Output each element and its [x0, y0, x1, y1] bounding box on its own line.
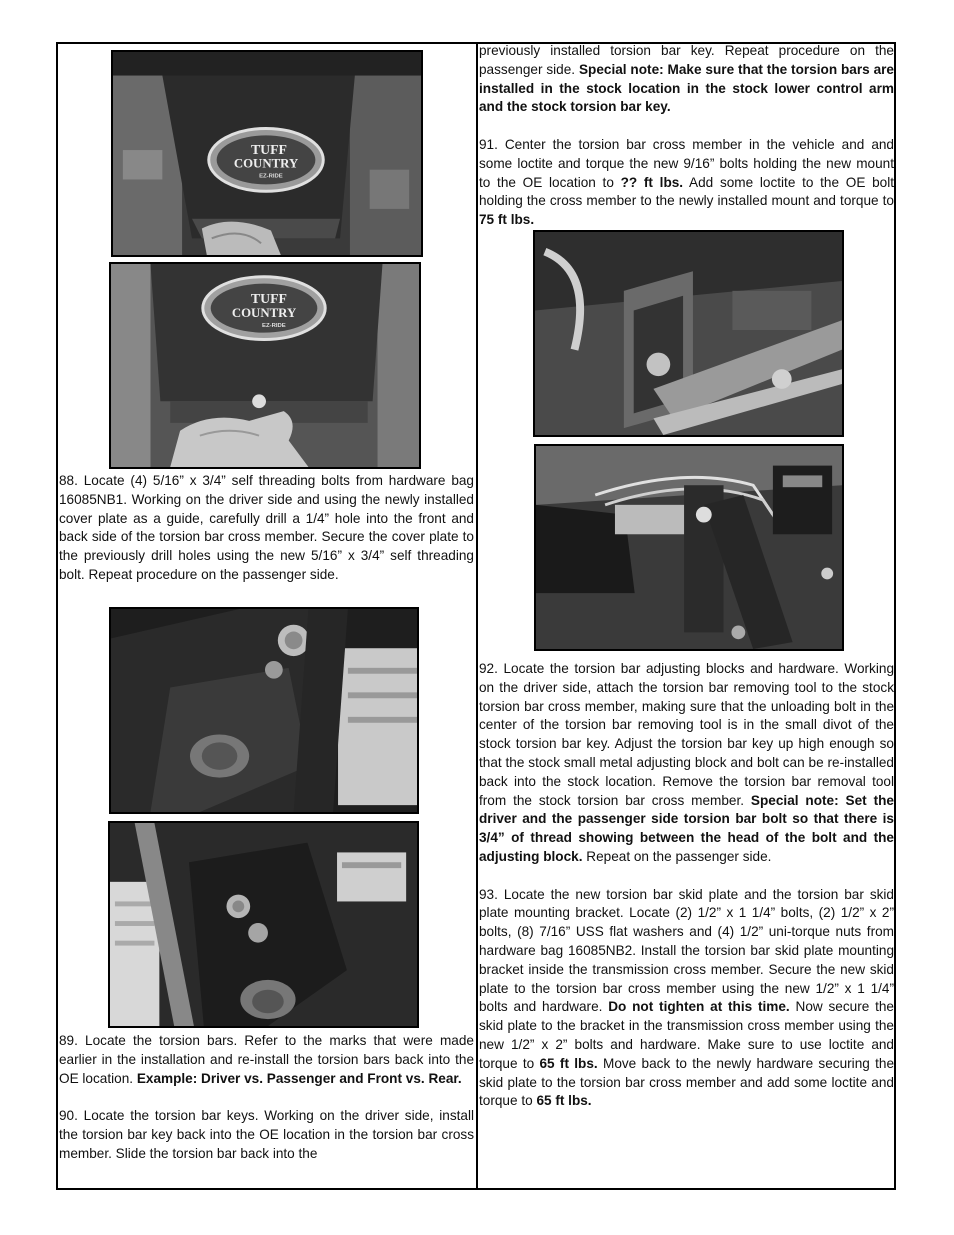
step-89 — [59, 1032, 474, 1088]
step-88 — [59, 472, 474, 585]
step-92-t1: 92. Locate the torsion bar adjusting blocks and hardware. Working on the driver side, attach the torsion bar removing tool to the stock torsion bar cross member, making sure that the unloading bolt in the center of the torsion bar removing tool is in the small divot of the stock torsion bar key. Adjust the torsion bar key up high enough so that the stock small metal adjusting block and bolt can be re-installed back into the stock location. Remove the torsion bar removal tool from the stock torsion bar cross member. — [479, 661, 894, 808]
step-93-b1: Do not tighten at this time. — [608, 999, 790, 1015]
step-93 — [479, 886, 894, 1112]
step-93-b2: 65 ft lbs. — [539, 1055, 598, 1071]
step-89-text: 89. Locate the torsion bars. Refer to the marks that were made earlier in the installation and re-install the torsion bars back into the OE location. — [59, 1033, 474, 1086]
photo-cover-plate-bolt — [109, 262, 421, 469]
step-90-text: 90. Locate the torsion bar keys. Working on the driver side, install the torsion bar key back into the OE location in the torsion bar cross member. Slide the torsion bar back into the — [59, 1108, 474, 1161]
photo-torsion-bar-adjust — [534, 444, 844, 651]
step-90-cont-91 — [479, 42, 894, 230]
photo-bolt-closeup-2 — [108, 821, 419, 1028]
photo-bolt-closeup-1 — [109, 607, 419, 814]
column-divider — [476, 42, 478, 1190]
step-92-t2: Repeat on the passenger side. — [582, 848, 772, 864]
logo-2-line-2: COUNTRY — [231, 305, 297, 320]
step-88-text: 88. Locate (4) 5/16” x 3/4” self threading bolts from hardware bag 16085NB1. Working on the driver side and using the newly installed cover plate as a guide, carefully drill a 1/4” hole into the front and back side of the torsion bar cross member. Secure the cover plate to the previously drill holes using the new 5/16” x 3/4” self threading bolt. Repeat procedure on the passenger side. — [59, 473, 474, 582]
step-90-cont-bold: Special note: Make sure that the torsion bars are installed in the stock location in the stock lower control arm and the stock torsion bar key. — [479, 61, 894, 115]
step-90-cont-text: previously installed torsion bar key. Repeat procedure on the passenger side. — [479, 43, 894, 77]
step-93-t2: Now secure the skid plate to the bracket in the transmission cross member using the new 1/2” x 2” bolts and hardware. Make sure to use loctite and torque to — [479, 999, 894, 1071]
logo-line-1: TUFF — [250, 142, 288, 157]
step-91 — [479, 136, 894, 230]
step-93-t1: 93. Locate the new torsion bar skid plate and the torsion bar skid plate mounting bracket. Locate (2) 1/2” x 1 1/4” bolts, (2) 1/2” x 2” bolts, (8) 7/16” USS flat washers and (4) 1/2” uni-torque nuts from hardware bag 16085NB2. Install the torsion bar skid plate mounting bracket inside the transmission cross member. Secure the new skid plate to the torsion bar cross member using the new 1/2” x 1 1/4” bolts and hardware. — [479, 886, 894, 1015]
step-93-t3: Move back to the newly hardware securing the skid plate to the torsion bar cross member and add some loctite and torque to — [479, 1055, 895, 1109]
step-92-b1: Special note: Set the driver and the passenger side torsion bar bolt so that there is 3/4” of thread showing between the head of the bolt and the adjusting block. — [479, 792, 894, 864]
step-89-bold: Example: Driver vs. Passenger and Front vs. Rear. — [136, 1070, 462, 1086]
step-92-93 — [479, 660, 894, 1111]
step-92 — [479, 660, 894, 867]
logo-2-line-3: EZ-RIDE — [262, 322, 286, 329]
step-90-cont — [479, 42, 894, 117]
logo-line-3: EZ-RIDE — [259, 173, 283, 180]
step-91-b2: 75 ft lbs. — [479, 212, 535, 228]
photo-cover-plate-logo — [111, 50, 423, 257]
step-93-b3: 65 ft lbs. — [536, 1093, 592, 1109]
step-91-t1: 91. Center the torsion bar cross member in the vehicle and and some loctite and torque the new 9/16” bolts holding the new mount to the OE location to — [479, 136, 894, 190]
logo-2-line-1: TUFF — [250, 291, 287, 307]
logo-line-2: COUNTRY — [233, 156, 299, 171]
photo-cross-member-mount — [533, 230, 844, 437]
step-89-90 — [59, 1032, 474, 1164]
step-91-b1: ?? ft lbs. — [620, 174, 684, 190]
step-91-t2: Add some loctite to the OE bolt holding the cross member to the newly installed mount and torque to — [479, 174, 895, 209]
